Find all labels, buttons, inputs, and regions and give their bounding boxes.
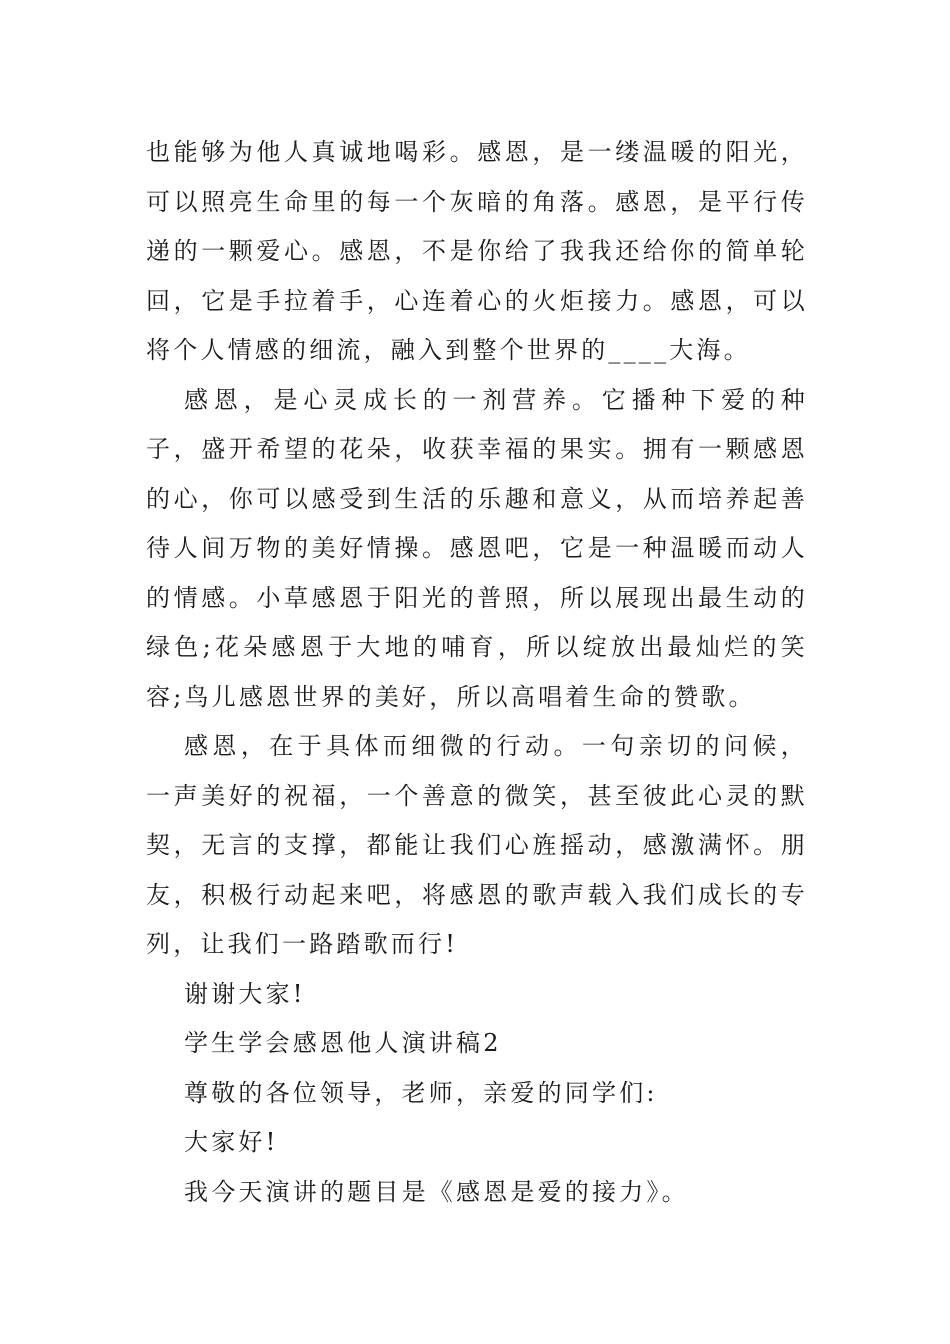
speech-title: 学生学会感恩他人演讲稿2	[184, 1029, 502, 1057]
topic-intro: 我今天演讲的题目是《感恩是爱的接力》。	[184, 1177, 689, 1206]
salutation: 尊敬的各位领导，老师，亲爱的同学们:	[184, 1078, 658, 1107]
paragraph-continuation: 也能够为他人真诚地喝彩。感恩，是一缕温暖的阳光，可以照亮生命里的每一个灰暗的角落。感恩，是平行传递的一颗爱心。感恩，不是你给了我我还给你的简单轮回，它是手拉着手，心连着心的火炬接力。感恩，可以将个人情感的细流，融入到整个世界的____大海。	[146, 138, 808, 364]
paragraph-action: 感恩，在于具体而细微的行动。一句亲切的问候，一声美好的祝福，一个善意的微笑，甚至彼此心灵的默契，无言的支撑，都能让我们心旌摇动，感激满怀。朋友，积极行动起来吧，将感恩的歌声载入我们成长的专列，让我们一路踏歌而行!	[146, 732, 808, 958]
document-body	[146, 128, 808, 1217]
closing-thanks: 谢谢大家!	[184, 979, 306, 1008]
paragraph-nourishment: 感恩，是心灵成长的一剂营养。它播种下爱的种子，盛开希望的花朵，收获幸福的果实。拥有一颗感恩的心，你可以感受到生活的乐趣和意义，从而培养起善待人间万物的美好情操。感恩吧，它是一种温暖而动人的情感。小草感恩于阳光的普照，所以展现出最生动的绿色;花朵感恩于大地的哺育，所以绽放出最灿烂的笑容;鸟儿感恩世界的美好，所以高唱着生命的赞歌。	[146, 385, 808, 711]
greeting: 大家好!	[184, 1128, 279, 1156]
